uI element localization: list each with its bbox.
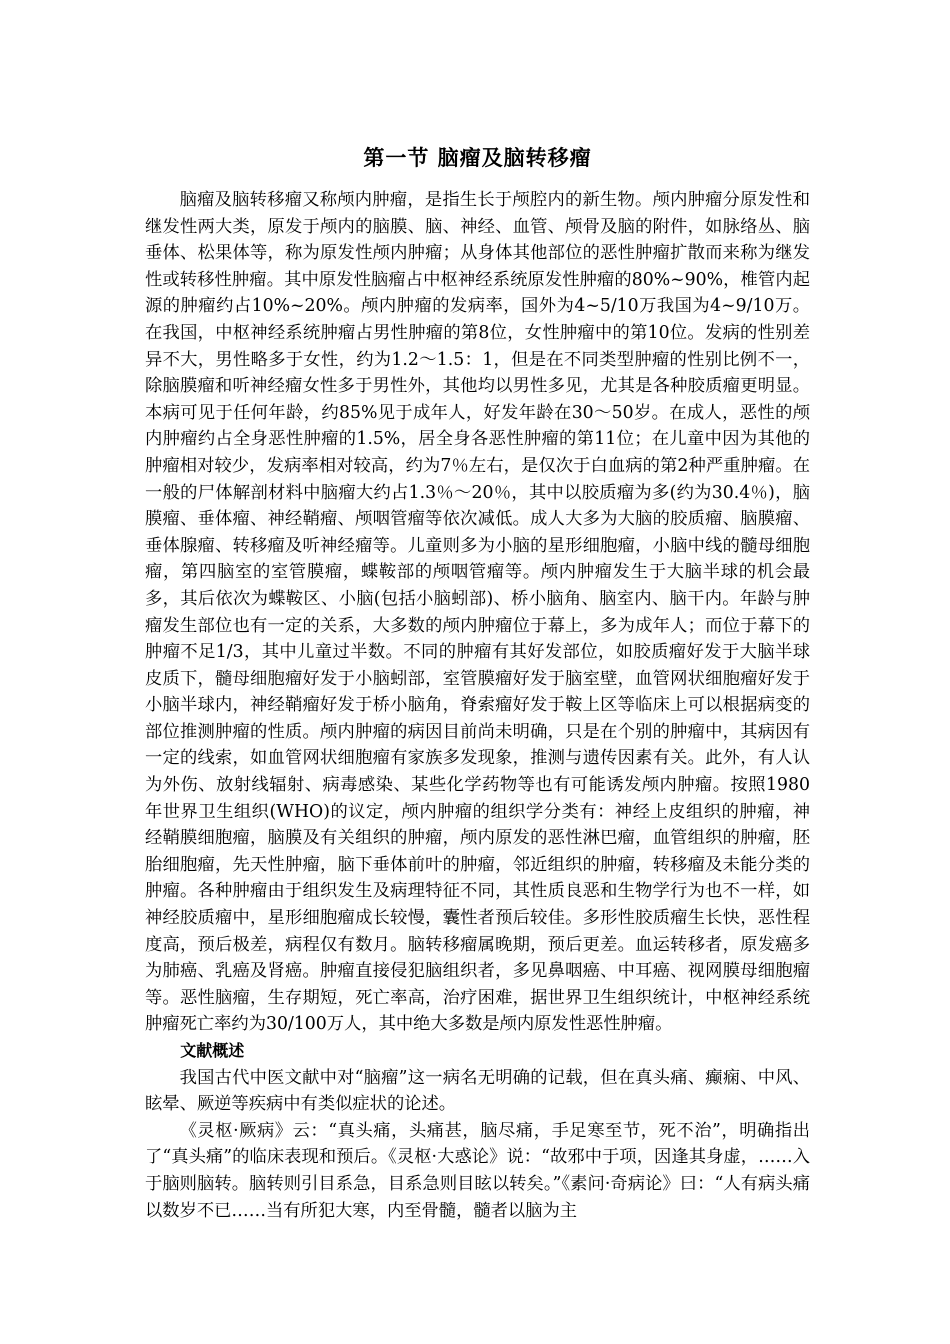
literature-overview-heading: 文献概述: [180, 1041, 245, 1060]
section-title: 第一节 脑瘤及脑转移瘤: [363, 146, 592, 170]
body-paragraph: 《灵枢·厥病》云：“真头痛，头痛甚，脑尽痛，手足寒至节，死不治”，明确指出了“真头痛”的临床表现和预后。《灵枢·大惑论》说：“故邪中于项，因逢其身虚，……入于脑则脑转。脑转则引目系急，目系急则目眩以转矣。”《素问·奇病论》曰：“人有病头痛以数岁不已……当有所犯大寒，内至骨髓，髓者以脑为主: [145, 1120, 810, 1221]
body-paragraph: 脑瘤及脑转移瘤又称颅内肿瘤，是指生长于颅腔内的新生物。颅内肿瘤分原发性和继发性两大类，原发于颅内的脑膜、脑、神经、血管、颅骨及脑的附件，如脉络丛、脑垂体、松果体等，称为原发性颅内肿瘤；从身体其他部位的恶性肿瘤扩散而来称为继发性或转移性肿瘤。其中原发性脑瘤占中枢神经系统原发性肿瘤的80%~90%，椎管内起源的肿瘤约占10%~20%。颅内肿瘤的发病率，国外为4~5/10万我国为4~9/10万。在我国，中枢神经系统肿瘤占男性肿瘤的第8位，女性肿瘤中的第10位。发病的性别差异不大，男性略多于女性，约为1.2～1.5：1，但是在不同类型肿瘤的性别比例不一，除脑膜瘤和听神经瘤女性多于男性外，其他均以男性多见，尤其是各种胶质瘤更明显。本病可见于任何年龄，约85%见于成年人，好发年龄在30～50岁。在成人，恶性的颅内肿瘤约占全身恶性肿瘤的1.5%，居全身各恶性肿瘤的第11位；在儿童中因为其他的肿瘤相对较少，发病率相对较高，约为7％左右，是仅次于白血病的第2种严重肿瘤。在一般的尸体解剖材料中脑瘤大约占1.3％～20％，其中以胶质瘤为多(约为30.4％)，脑膜瘤、垂体瘤、神经鞘瘤、颅咽管瘤等依次减低。成人大多为大脑的胶质瘤、脑膜瘤、垂体腺瘤、转移瘤及听神经瘤等。儿童则多为小脑的星形细胞瘤，小脑中线的髓母细胞瘤，第四脑室的室管膜瘤，蝶鞍部的颅咽管瘤等。颅内肿瘤发生于大脑半球的机会最多，其后依次为蝶鞍区、小脑(包括小脑蚓部)、桥小脑角、脑室内、脑干内。年龄与肿瘤发生部位也有一定的关系，大多数的颅内肿瘤位于幕上，多为成年人；而位于幕下的肿瘤不足1/3，其中儿童过半数。不同的肿瘤有其好发部位，如胶质瘤好发于大脑半球皮质下，髓母细胞瘤好发于小脑蚓部，室管膜瘤好发于脑室壁，血管网状细胞瘤好发于小脑半球内，神经鞘瘤好发于桥小脑角，脊索瘤好发于鞍上区等临床上可以根据病变的部位推测肿瘤的性质。颅内肿瘤的病因目前尚未明确，只是在个别的肿瘤中，其病因有一定的线索，如血管网状细胞瘤有家族多发现象，推测与遗传因素有关。此外，有人认为外伤、放射线辐射、病毒感染、某些化学药物等也有可能诱发颅内肿瘤。按照1980年世界卫生组织(WHO)的议定，颅内肿瘤的组织学分类有：神经上皮组织的肿瘤，神经鞘膜细胞瘤，脑膜及有关组织的肿瘤，颅内原发的恶性淋巴瘤，血管组织的肿瘤，胚胎细胞瘤，先天性肿瘤，脑下垂体前叶的肿瘤，邻近组织的肿瘤，转移瘤及未能分类的肿瘤。各种肿瘤由于组织发生及病理特征不同，其性质良恶和生物学行为也不一样，如神经胶质瘤中，星形细胞瘤成长较慢，囊性者预后较佳。多形性胶质瘤生长快，恶性程度高，预后极差，病程仅有数月。脑转移瘤属晚期，预后更差。血运转移者，原发癌多为肺癌、乳癌及肾癌。肿瘤直接侵犯脑组织者，多见鼻咽癌、中耳癌、视网膜母细胞瘤等。恶性脑瘤，生存期短，死亡率高，治疗困难，据世界卫生组织统计，中枢神经系统肿瘤死亡率约为30/100万人，其中绝大多数是颅内原发性恶性肿瘤。: [145, 190, 810, 1035]
body-paragraph: 我国古代中医文献中对“脑瘤”这一病名无明确的记载，但在真头痛、癫痫、中风、眩晕、厥逆等疾病中有类似症状的论述。: [145, 1067, 810, 1115]
document-page: [145, 143, 810, 1224]
